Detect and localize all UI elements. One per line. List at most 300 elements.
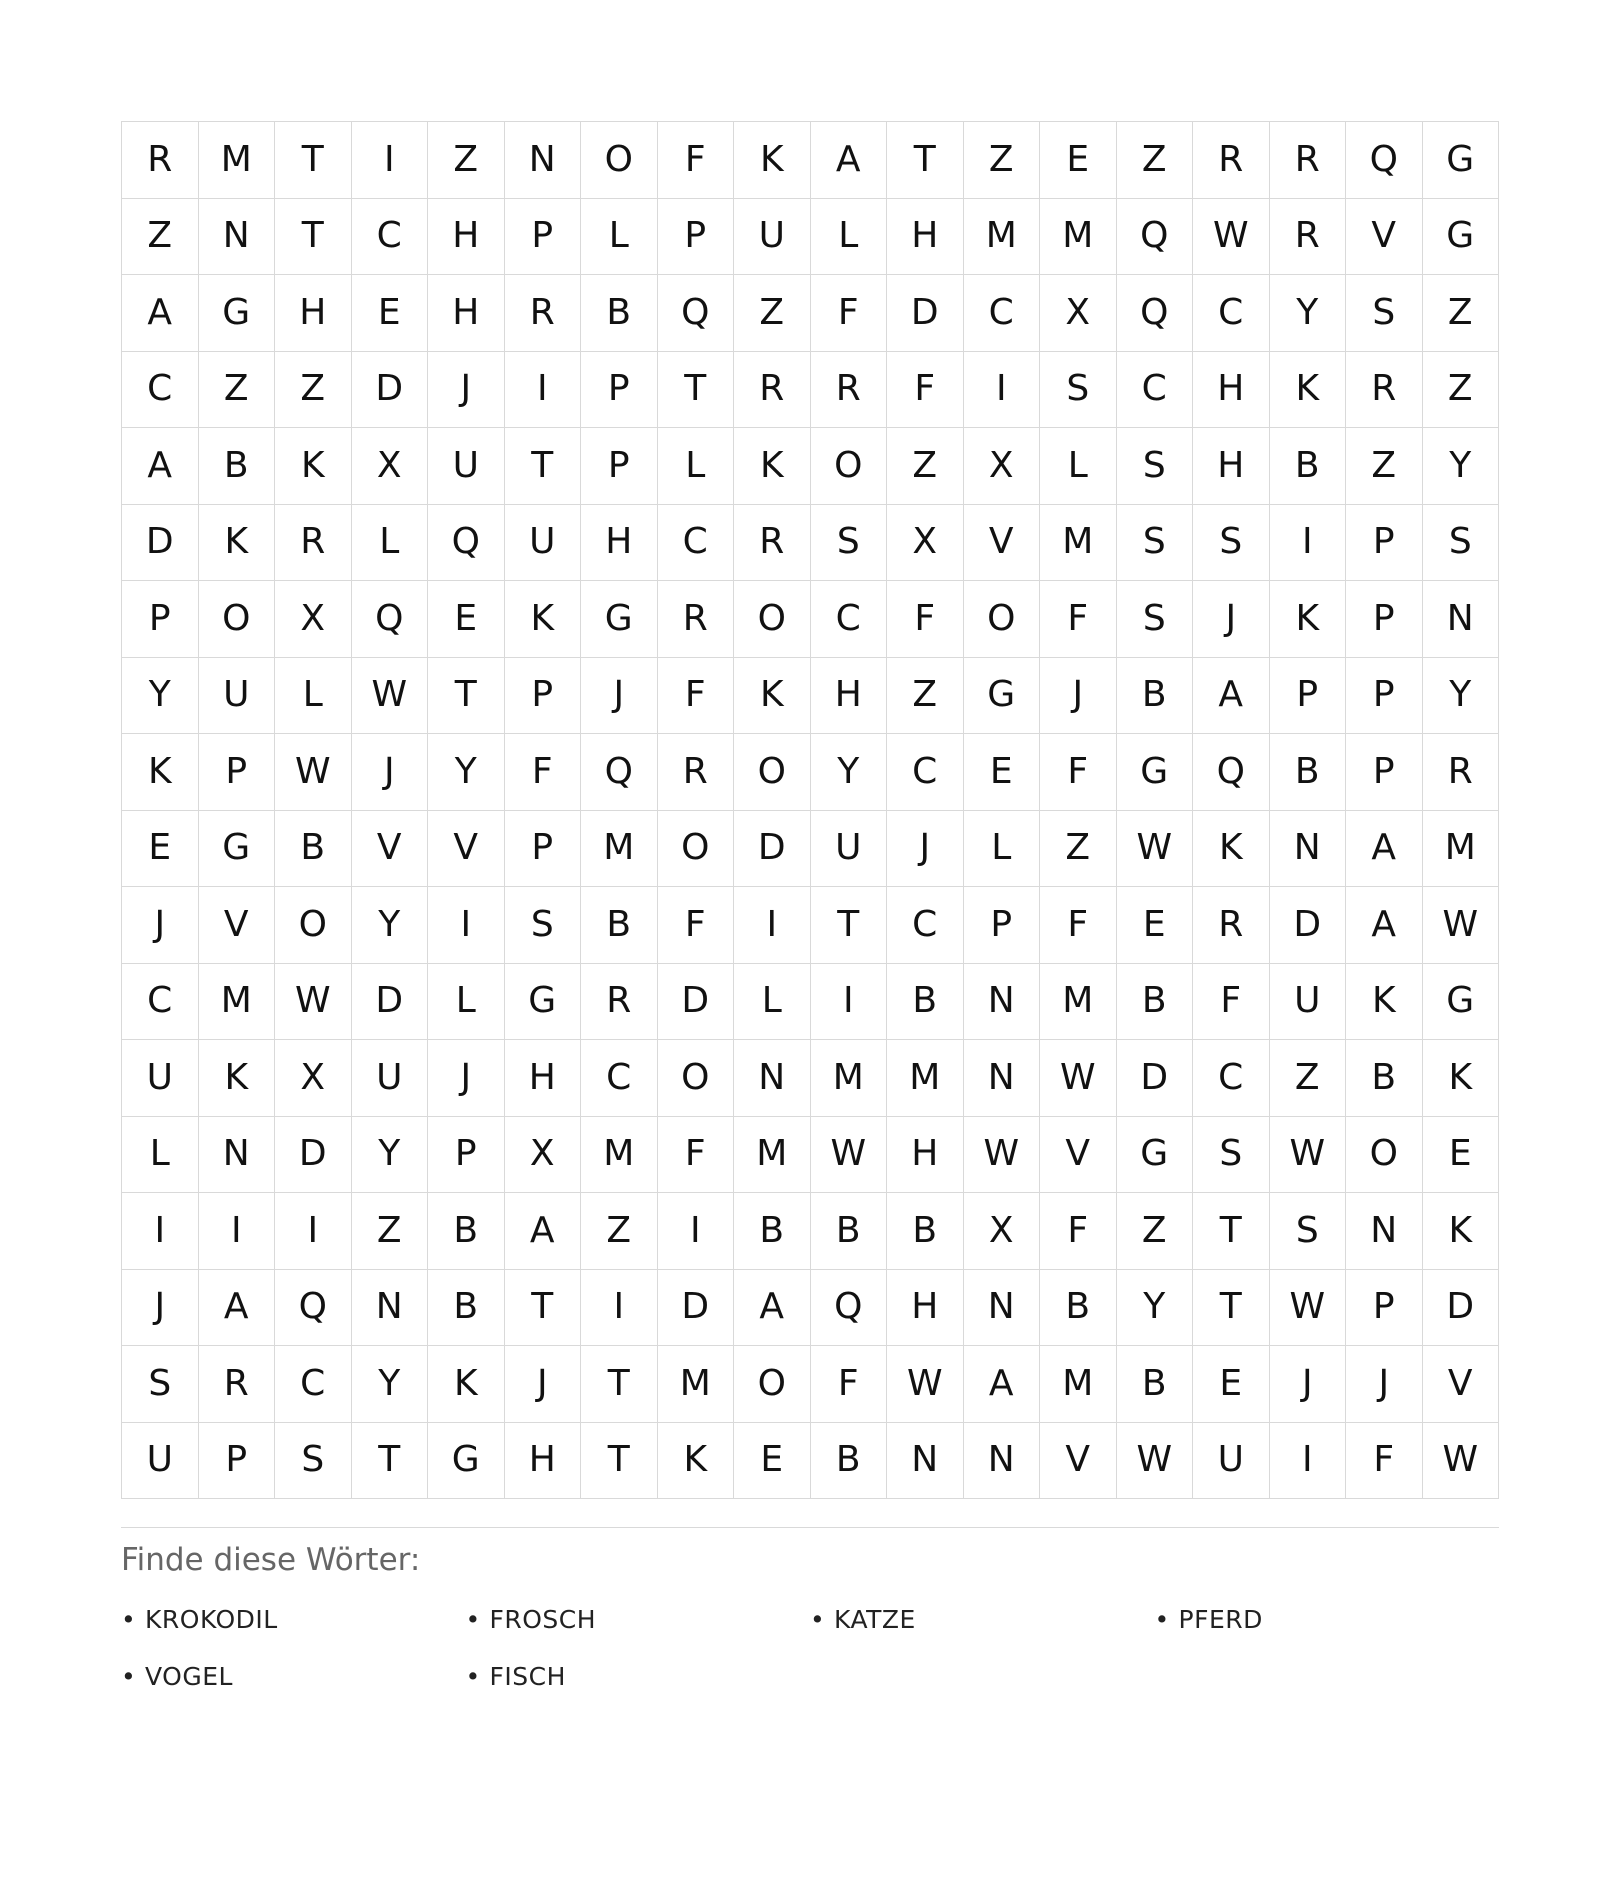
grid-cell[interactable]: B (428, 1193, 505, 1270)
grid-cell[interactable]: R (1346, 352, 1423, 429)
grid-cell[interactable]: Y (1117, 1270, 1194, 1347)
grid-cell[interactable]: F (811, 1346, 888, 1423)
grid-cell[interactable]: L (352, 505, 429, 582)
grid-cell[interactable]: Q (428, 505, 505, 582)
grid-cell[interactable]: Z (352, 1193, 429, 1270)
grid-cell[interactable]: J (122, 887, 199, 964)
grid-cell[interactable]: J (428, 352, 505, 429)
grid-cell[interactable]: I (1270, 1423, 1347, 1500)
grid-cell[interactable]: T (811, 887, 888, 964)
grid-cell[interactable]: H (887, 1117, 964, 1194)
grid-cell[interactable]: I (199, 1193, 276, 1270)
grid-cell[interactable]: L (428, 964, 505, 1041)
grid-cell[interactable]: Z (1423, 275, 1500, 352)
grid-cell[interactable]: K (1346, 964, 1423, 1041)
grid-cell[interactable]: O (199, 581, 276, 658)
grid-cell[interactable]: L (1040, 428, 1117, 505)
grid-cell[interactable]: N (1346, 1193, 1423, 1270)
grid-cell[interactable]: W (1423, 1423, 1500, 1500)
grid-cell[interactable]: B (1270, 428, 1347, 505)
grid-cell[interactable]: Z (275, 352, 352, 429)
grid-cell[interactable]: Y (811, 734, 888, 811)
grid-cell[interactable]: K (199, 505, 276, 582)
grid-cell[interactable]: S (275, 1423, 352, 1500)
grid-cell[interactable]: Y (428, 734, 505, 811)
grid-cell[interactable]: K (505, 581, 582, 658)
grid-cell[interactable]: M (811, 1040, 888, 1117)
grid-cell[interactable]: Q (1346, 122, 1423, 199)
grid-cell[interactable]: A (199, 1270, 276, 1347)
grid-cell[interactable]: Z (887, 658, 964, 735)
grid-cell[interactable]: Z (887, 428, 964, 505)
grid-cell[interactable]: M (734, 1117, 811, 1194)
grid-cell[interactable]: U (1270, 964, 1347, 1041)
grid-cell[interactable]: L (811, 199, 888, 276)
grid-cell[interactable]: S (122, 1346, 199, 1423)
grid-cell[interactable]: L (122, 1117, 199, 1194)
grid-cell[interactable]: W (1270, 1117, 1347, 1194)
grid-cell[interactable]: Q (811, 1270, 888, 1347)
grid-cell[interactable]: C (122, 352, 199, 429)
grid-cell[interactable]: G (1423, 964, 1500, 1041)
grid-cell[interactable]: E (122, 811, 199, 888)
grid-cell[interactable]: L (581, 199, 658, 276)
grid-cell[interactable]: W (1117, 1423, 1194, 1500)
grid-cell[interactable]: U (428, 428, 505, 505)
grid-cell[interactable]: N (887, 1423, 964, 1500)
grid-cell[interactable]: G (1423, 199, 1500, 276)
grid-cell[interactable]: N (505, 122, 582, 199)
grid-cell[interactable]: H (887, 1270, 964, 1347)
grid-cell[interactable]: E (428, 581, 505, 658)
grid-cell[interactable]: N (964, 1040, 1041, 1117)
grid-cell[interactable]: D (352, 964, 429, 1041)
grid-cell[interactable]: P (122, 581, 199, 658)
grid-cell[interactable]: A (811, 122, 888, 199)
grid-cell[interactable]: J (1270, 1346, 1347, 1423)
grid-cell[interactable]: Q (275, 1270, 352, 1347)
grid-cell[interactable]: Z (1117, 122, 1194, 199)
grid-cell[interactable]: C (122, 964, 199, 1041)
grid-cell[interactable]: T (581, 1346, 658, 1423)
grid-cell[interactable]: I (734, 887, 811, 964)
grid-cell[interactable]: P (1346, 1270, 1423, 1347)
grid-cell[interactable]: T (275, 199, 352, 276)
grid-cell[interactable]: H (428, 199, 505, 276)
grid-cell[interactable]: K (1270, 581, 1347, 658)
grid-cell[interactable]: F (1040, 581, 1117, 658)
grid-cell[interactable]: T (658, 352, 735, 429)
grid-cell[interactable]: E (352, 275, 429, 352)
grid-cell[interactable]: H (505, 1040, 582, 1117)
grid-cell[interactable]: U (199, 658, 276, 735)
grid-cell[interactable]: W (1040, 1040, 1117, 1117)
grid-cell[interactable]: L (734, 964, 811, 1041)
grid-cell[interactable]: B (428, 1270, 505, 1347)
grid-cell[interactable]: Y (352, 887, 429, 964)
grid-cell[interactable]: X (275, 1040, 352, 1117)
grid-cell[interactable]: N (352, 1270, 429, 1347)
grid-cell[interactable]: A (1346, 811, 1423, 888)
grid-cell[interactable]: V (352, 811, 429, 888)
grid-cell[interactable]: B (887, 1193, 964, 1270)
grid-cell[interactable]: T (428, 658, 505, 735)
grid-cell[interactable]: P (199, 734, 276, 811)
grid-cell[interactable]: X (275, 581, 352, 658)
grid-cell[interactable]: H (887, 199, 964, 276)
grid-cell[interactable]: M (1040, 1346, 1117, 1423)
grid-cell[interactable]: O (964, 581, 1041, 658)
grid-cell[interactable]: R (658, 734, 735, 811)
grid-cell[interactable]: V (964, 505, 1041, 582)
grid-cell[interactable]: K (122, 734, 199, 811)
grid-cell[interactable]: N (1423, 581, 1500, 658)
grid-cell[interactable]: V (428, 811, 505, 888)
grid-cell[interactable]: U (734, 199, 811, 276)
grid-cell[interactable]: O (734, 734, 811, 811)
grid-cell[interactable]: R (811, 352, 888, 429)
grid-cell[interactable]: R (122, 122, 199, 199)
grid-cell[interactable]: Q (1117, 199, 1194, 276)
grid-cell[interactable]: B (1040, 1270, 1117, 1347)
grid-cell[interactable]: J (887, 811, 964, 888)
grid-cell[interactable]: V (199, 887, 276, 964)
grid-cell[interactable]: C (1117, 352, 1194, 429)
grid-cell[interactable]: Y (352, 1117, 429, 1194)
grid-cell[interactable]: K (1423, 1040, 1500, 1117)
grid-cell[interactable]: A (964, 1346, 1041, 1423)
grid-cell[interactable]: H (505, 1423, 582, 1500)
grid-cell[interactable]: N (199, 199, 276, 276)
grid-cell[interactable]: P (428, 1117, 505, 1194)
grid-cell[interactable]: X (505, 1117, 582, 1194)
grid-cell[interactable]: B (199, 428, 276, 505)
grid-cell[interactable]: M (581, 811, 658, 888)
grid-cell[interactable]: A (505, 1193, 582, 1270)
grid-cell[interactable]: S (1270, 1193, 1347, 1270)
grid-cell[interactable]: W (275, 734, 352, 811)
grid-cell[interactable]: O (275, 887, 352, 964)
grid-cell[interactable]: Q (658, 275, 735, 352)
grid-cell[interactable]: X (1040, 275, 1117, 352)
grid-cell[interactable]: J (505, 1346, 582, 1423)
grid-cell[interactable]: U (352, 1040, 429, 1117)
grid-cell[interactable]: T (887, 122, 964, 199)
grid-cell[interactable]: K (275, 428, 352, 505)
grid-cell[interactable]: R (1193, 122, 1270, 199)
grid-cell[interactable]: N (964, 1423, 1041, 1500)
grid-cell[interactable]: I (1270, 505, 1347, 582)
grid-cell[interactable]: J (1040, 658, 1117, 735)
grid-cell[interactable]: H (1193, 352, 1270, 429)
grid-cell[interactable]: Y (1270, 275, 1347, 352)
grid-cell[interactable]: D (275, 1117, 352, 1194)
grid-cell[interactable]: Z (1346, 428, 1423, 505)
grid-cell[interactable]: G (199, 275, 276, 352)
grid-cell[interactable]: E (734, 1423, 811, 1500)
grid-cell[interactable]: C (1193, 1040, 1270, 1117)
grid-cell[interactable]: M (199, 964, 276, 1041)
grid-cell[interactable]: H (275, 275, 352, 352)
grid-cell[interactable]: C (964, 275, 1041, 352)
grid-cell[interactable]: P (1346, 581, 1423, 658)
grid-cell[interactable]: K (428, 1346, 505, 1423)
grid-cell[interactable]: D (1117, 1040, 1194, 1117)
grid-cell[interactable]: J (1193, 581, 1270, 658)
grid-cell[interactable]: M (1423, 811, 1500, 888)
grid-cell[interactable]: N (734, 1040, 811, 1117)
grid-cell[interactable]: T (581, 1423, 658, 1500)
grid-cell[interactable]: X (352, 428, 429, 505)
grid-cell[interactable]: M (581, 1117, 658, 1194)
grid-cell[interactable]: M (1040, 505, 1117, 582)
grid-cell[interactable]: T (1193, 1270, 1270, 1347)
grid-cell[interactable]: N (964, 964, 1041, 1041)
grid-cell[interactable]: I (122, 1193, 199, 1270)
grid-cell[interactable]: F (1040, 734, 1117, 811)
grid-cell[interactable]: F (1193, 964, 1270, 1041)
grid-cell[interactable]: F (658, 122, 735, 199)
grid-cell[interactable]: B (1117, 658, 1194, 735)
grid-cell[interactable]: V (1040, 1117, 1117, 1194)
grid-cell[interactable]: G (199, 811, 276, 888)
grid-cell[interactable]: S (1117, 581, 1194, 658)
grid-cell[interactable]: B (581, 887, 658, 964)
grid-cell[interactable]: M (1040, 964, 1117, 1041)
grid-cell[interactable]: B (1346, 1040, 1423, 1117)
grid-cell[interactable]: J (428, 1040, 505, 1117)
grid-cell[interactable]: K (658, 1423, 735, 1500)
grid-cell[interactable]: F (887, 581, 964, 658)
grid-cell[interactable]: O (581, 122, 658, 199)
grid-cell[interactable]: W (1193, 199, 1270, 276)
grid-cell[interactable]: I (505, 352, 582, 429)
grid-cell[interactable]: W (964, 1117, 1041, 1194)
grid-cell[interactable]: G (1423, 122, 1500, 199)
grid-cell[interactable]: F (811, 275, 888, 352)
grid-cell[interactable]: B (581, 275, 658, 352)
grid-cell[interactable]: C (887, 887, 964, 964)
grid-cell[interactable]: C (811, 581, 888, 658)
grid-cell[interactable]: B (734, 1193, 811, 1270)
grid-cell[interactable]: K (1423, 1193, 1500, 1270)
grid-cell[interactable]: P (1346, 658, 1423, 735)
grid-cell[interactable]: I (964, 352, 1041, 429)
grid-cell[interactable]: A (1346, 887, 1423, 964)
grid-cell[interactable]: A (734, 1270, 811, 1347)
grid-cell[interactable]: Z (1040, 811, 1117, 888)
grid-cell[interactable]: R (199, 1346, 276, 1423)
grid-cell[interactable]: P (1270, 658, 1347, 735)
grid-cell[interactable]: C (352, 199, 429, 276)
grid-cell[interactable]: O (658, 1040, 735, 1117)
grid-cell[interactable]: R (1270, 122, 1347, 199)
grid-cell[interactable]: M (887, 1040, 964, 1117)
grid-cell[interactable]: K (1270, 352, 1347, 429)
grid-cell[interactable]: F (1040, 1193, 1117, 1270)
grid-cell[interactable]: G (1117, 1117, 1194, 1194)
grid-cell[interactable]: Z (1270, 1040, 1347, 1117)
grid-cell[interactable]: J (1346, 1346, 1423, 1423)
grid-cell[interactable]: F (658, 887, 735, 964)
grid-cell[interactable]: S (1193, 1117, 1270, 1194)
grid-cell[interactable]: I (581, 1270, 658, 1347)
grid-cell[interactable]: L (658, 428, 735, 505)
grid-cell[interactable]: W (1423, 887, 1500, 964)
grid-cell[interactable]: D (352, 352, 429, 429)
grid-cell[interactable]: H (811, 658, 888, 735)
grid-cell[interactable]: P (658, 199, 735, 276)
grid-cell[interactable]: R (1270, 199, 1347, 276)
grid-cell[interactable]: E (964, 734, 1041, 811)
grid-cell[interactable]: L (964, 811, 1041, 888)
grid-cell[interactable]: Y (352, 1346, 429, 1423)
grid-cell[interactable]: M (199, 122, 276, 199)
grid-cell[interactable]: S (811, 505, 888, 582)
grid-cell[interactable]: Z (122, 199, 199, 276)
grid-cell[interactable]: Q (1193, 734, 1270, 811)
grid-cell[interactable]: G (505, 964, 582, 1041)
grid-cell[interactable]: O (1346, 1117, 1423, 1194)
grid-cell[interactable]: S (1193, 505, 1270, 582)
grid-cell[interactable]: D (122, 505, 199, 582)
grid-cell[interactable]: S (1040, 352, 1117, 429)
grid-cell[interactable]: I (658, 1193, 735, 1270)
grid-cell[interactable]: U (122, 1423, 199, 1500)
grid-cell[interactable]: N (199, 1117, 276, 1194)
grid-cell[interactable]: Y (1423, 428, 1500, 505)
grid-cell[interactable]: X (964, 428, 1041, 505)
grid-cell[interactable]: X (964, 1193, 1041, 1270)
grid-cell[interactable]: J (352, 734, 429, 811)
grid-cell[interactable]: O (658, 811, 735, 888)
grid-cell[interactable]: L (275, 658, 352, 735)
grid-cell[interactable]: W (1270, 1270, 1347, 1347)
grid-cell[interactable]: S (1117, 428, 1194, 505)
grid-cell[interactable]: E (1193, 1346, 1270, 1423)
grid-cell[interactable]: Q (581, 734, 658, 811)
grid-cell[interactable]: K (734, 658, 811, 735)
grid-cell[interactable]: R (505, 275, 582, 352)
grid-cell[interactable]: Z (734, 275, 811, 352)
grid-cell[interactable]: D (1423, 1270, 1500, 1347)
grid-cell[interactable]: O (734, 581, 811, 658)
grid-cell[interactable]: T (505, 428, 582, 505)
grid-cell[interactable]: B (887, 964, 964, 1041)
grid-cell[interactable]: U (1193, 1423, 1270, 1500)
grid-cell[interactable]: T (352, 1423, 429, 1500)
grid-cell[interactable]: D (1270, 887, 1347, 964)
grid-cell[interactable]: T (275, 122, 352, 199)
grid-cell[interactable]: D (887, 275, 964, 352)
grid-cell[interactable]: K (734, 428, 811, 505)
grid-cell[interactable]: P (581, 428, 658, 505)
grid-cell[interactable]: T (505, 1270, 582, 1347)
grid-cell[interactable]: E (1117, 887, 1194, 964)
grid-cell[interactable]: Z (964, 122, 1041, 199)
grid-cell[interactable]: Z (1117, 1193, 1194, 1270)
grid-cell[interactable]: P (505, 658, 582, 735)
grid-cell[interactable]: A (1193, 658, 1270, 735)
grid-cell[interactable]: H (1193, 428, 1270, 505)
grid-cell[interactable]: D (658, 964, 735, 1041)
grid-cell[interactable]: M (1040, 199, 1117, 276)
grid-cell[interactable]: C (581, 1040, 658, 1117)
grid-cell[interactable]: T (1193, 1193, 1270, 1270)
grid-cell[interactable]: B (275, 811, 352, 888)
grid-cell[interactable]: W (887, 1346, 964, 1423)
grid-cell[interactable]: I (275, 1193, 352, 1270)
grid-cell[interactable]: Y (1423, 658, 1500, 735)
grid-cell[interactable]: G (1117, 734, 1194, 811)
grid-cell[interactable]: R (581, 964, 658, 1041)
grid-cell[interactable]: Q (1117, 275, 1194, 352)
grid-cell[interactable]: S (1117, 505, 1194, 582)
grid-cell[interactable]: I (428, 887, 505, 964)
grid-cell[interactable]: P (581, 352, 658, 429)
grid-cell[interactable]: U (505, 505, 582, 582)
grid-cell[interactable]: C (275, 1346, 352, 1423)
grid-cell[interactable]: B (1270, 734, 1347, 811)
grid-cell[interactable]: U (811, 811, 888, 888)
grid-cell[interactable]: N (964, 1270, 1041, 1347)
grid-cell[interactable]: U (122, 1040, 199, 1117)
grid-cell[interactable]: F (887, 352, 964, 429)
grid-cell[interactable]: V (1040, 1423, 1117, 1500)
grid-cell[interactable]: V (1346, 199, 1423, 276)
grid-cell[interactable]: W (811, 1117, 888, 1194)
grid-cell[interactable]: P (1346, 505, 1423, 582)
grid-cell[interactable]: F (1040, 887, 1117, 964)
grid-cell[interactable]: R (1423, 734, 1500, 811)
grid-cell[interactable]: S (1346, 275, 1423, 352)
grid-cell[interactable]: P (505, 811, 582, 888)
grid-cell[interactable]: Q (352, 581, 429, 658)
grid-cell[interactable]: B (811, 1423, 888, 1500)
grid-cell[interactable]: P (199, 1423, 276, 1500)
grid-cell[interactable]: R (1193, 887, 1270, 964)
grid-cell[interactable]: D (734, 811, 811, 888)
grid-cell[interactable]: G (581, 581, 658, 658)
grid-cell[interactable]: P (505, 199, 582, 276)
grid-cell[interactable]: R (275, 505, 352, 582)
grid-cell[interactable]: G (428, 1423, 505, 1500)
grid-cell[interactable]: G (964, 658, 1041, 735)
grid-cell[interactable]: C (887, 734, 964, 811)
grid-cell[interactable]: E (1040, 122, 1117, 199)
grid-cell[interactable]: C (1193, 275, 1270, 352)
grid-cell[interactable]: Z (199, 352, 276, 429)
grid-cell[interactable]: J (122, 1270, 199, 1347)
grid-cell[interactable]: X (887, 505, 964, 582)
grid-cell[interactable]: B (1117, 1346, 1194, 1423)
grid-cell[interactable]: I (352, 122, 429, 199)
grid-cell[interactable]: R (658, 581, 735, 658)
grid-cell[interactable]: R (734, 352, 811, 429)
grid-cell[interactable]: A (122, 275, 199, 352)
grid-cell[interactable]: H (581, 505, 658, 582)
grid-cell[interactable]: Z (581, 1193, 658, 1270)
grid-cell[interactable]: J (581, 658, 658, 735)
grid-cell[interactable]: W (352, 658, 429, 735)
grid-cell[interactable]: O (811, 428, 888, 505)
grid-cell[interactable]: K (1193, 811, 1270, 888)
grid-cell[interactable]: F (1346, 1423, 1423, 1500)
grid-cell[interactable]: Z (1423, 352, 1500, 429)
grid-cell[interactable]: R (734, 505, 811, 582)
grid-cell[interactable]: F (658, 1117, 735, 1194)
grid-cell[interactable]: B (811, 1193, 888, 1270)
